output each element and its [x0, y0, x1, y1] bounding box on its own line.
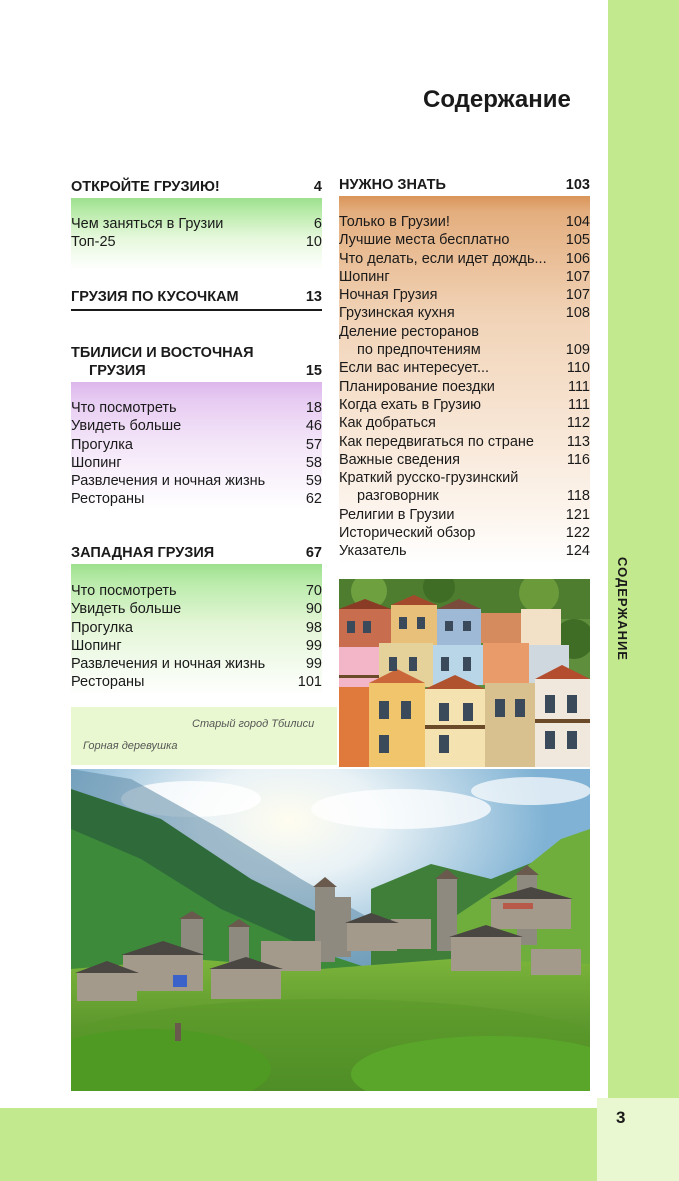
- toc-entry-label: Что посмотреть: [71, 583, 177, 599]
- toc-entry[interactable]: [339, 286, 590, 304]
- toc-entry-label: Топ-25: [71, 234, 116, 251]
- toc-entry-page: 59: [305, 473, 322, 490]
- mountain-village-photo: [71, 769, 590, 1091]
- toc-entry[interactable]: [339, 341, 590, 359]
- toc-entry-label: Как добраться: [339, 415, 436, 432]
- toc-entry-page: 122: [565, 525, 590, 542]
- toc-entry[interactable]: [339, 304, 590, 322]
- toc-entry-label: Шопинг: [71, 454, 122, 471]
- toc-entry[interactable]: [71, 472, 322, 490]
- toc-entry-label: Планирование поездки: [339, 378, 495, 395]
- toc-entry[interactable]: [71, 619, 322, 637]
- toc-entry-page: 57: [305, 436, 322, 453]
- toc-entry-page: 99: [305, 656, 322, 673]
- toc-entry-label: Шопинг: [71, 637, 122, 654]
- toc-entry-page: 18: [305, 400, 322, 416]
- section-title: ЗАПАДНАЯ ГРУЗИЯ: [71, 545, 215, 561]
- caption-panel: [71, 707, 337, 765]
- toc-entry-page: 70: [305, 583, 322, 599]
- toc-entry-page: 109: [565, 342, 590, 359]
- toc-entry-page: 98: [305, 619, 322, 636]
- section-title-line2: ГРУЗИЯ: [89, 363, 146, 379]
- toc-entry[interactable]: [339, 487, 590, 505]
- toc-entry-page: 62: [305, 491, 322, 508]
- section-header-west[interactable]: [71, 545, 322, 561]
- toc-entry-label: Увидеть больше: [71, 601, 182, 618]
- toc-entry-label: Что делать, если идет дождь...: [339, 250, 547, 267]
- toc-entry[interactable]: [339, 469, 590, 487]
- toc-entry-page: 105: [565, 232, 590, 249]
- toc-list-tbilisi: [71, 399, 322, 509]
- toc-entry[interactable]: [71, 582, 322, 600]
- toc-entry-label: Увидеть больше: [71, 418, 182, 435]
- toc-entry-page: 112: [566, 415, 590, 432]
- toc-entry[interactable]: [71, 215, 322, 233]
- section-page: 4: [313, 179, 322, 195]
- toc-entry-label: Как передвигаться по стране: [339, 433, 534, 450]
- caption-mountain-village: Горная деревушка: [83, 740, 178, 752]
- toc-entry-page: 10: [305, 234, 322, 251]
- toc-entry-page: 124: [565, 543, 590, 560]
- toc-entry-page: 104: [565, 214, 590, 230]
- section-title-line1: ТБИЛИСИ И ВОСТОЧНАЯ: [71, 345, 254, 361]
- toc-list-west: [71, 582, 322, 692]
- toc-entry[interactable]: [71, 600, 322, 618]
- toc-entry-page: 118: [566, 488, 590, 505]
- toc-entry-label: Ночная Грузия: [339, 287, 438, 304]
- toc-entry-label: Религии в Грузии: [339, 506, 455, 523]
- section-title: ГРУЗИЯ ПО КУСОЧКАМ: [71, 289, 239, 305]
- old-tbilisi-photo: [339, 579, 590, 767]
- toc-entry[interactable]: [339, 451, 590, 469]
- toc-entry[interactable]: [339, 506, 590, 524]
- toc-entry[interactable]: [71, 655, 322, 673]
- page-title: Содержание: [423, 86, 571, 113]
- toc-entry-label: Исторический обзор: [339, 525, 476, 542]
- toc-entry-label: по предпочтениям: [357, 342, 481, 359]
- old-tbilisi-illustration: [339, 579, 590, 767]
- section-title: НУЖНО ЗНАТЬ: [339, 177, 446, 193]
- toc-entry[interactable]: [339, 213, 590, 231]
- toc-entry-page: 99: [305, 637, 322, 654]
- toc-list-open: [71, 215, 322, 252]
- toc-entry[interactable]: [339, 433, 590, 451]
- toc-entry-page: 111: [567, 396, 590, 413]
- toc-entry-label: Если вас интересует...: [339, 360, 490, 377]
- toc-entry[interactable]: [339, 250, 590, 268]
- toc-entry-page: 58: [305, 454, 322, 471]
- toc-entry-label: Деление ресторанов: [339, 323, 479, 340]
- toc-entry-label: Прогулка: [71, 619, 133, 636]
- toc-entry[interactable]: [71, 399, 322, 417]
- toc-entry-label: Развлечения и ночная жизнь: [71, 656, 266, 673]
- toc-entry-page: 101: [297, 674, 322, 691]
- toc-entry-page: 121: [565, 506, 590, 523]
- toc-entry-page: 108: [565, 305, 590, 322]
- toc-entry-label: Прогулка: [71, 436, 133, 453]
- toc-entry-page: 111: [567, 378, 590, 395]
- toc-entry[interactable]: [339, 414, 590, 432]
- toc-entry[interactable]: [71, 454, 322, 472]
- toc-entry-page: 46: [305, 418, 322, 435]
- toc-entry-page: 90: [305, 601, 322, 618]
- toc-entry[interactable]: [339, 323, 590, 341]
- toc-entry-page: 107: [565, 287, 590, 304]
- toc-entry[interactable]: [71, 673, 322, 691]
- section-page: 103: [565, 177, 590, 193]
- toc-entry-label: Указатель: [339, 543, 407, 560]
- section-header-need[interactable]: [339, 177, 590, 193]
- toc-entry-label: Что посмотреть: [71, 400, 177, 416]
- toc-entry-label: Лучшие места бесплатно: [339, 232, 510, 249]
- side-section-label: СОДЕРЖАНИЕ: [615, 557, 630, 661]
- toc-entry-label: Когда ехать в Грузию: [339, 396, 482, 413]
- toc-entry[interactable]: [71, 436, 322, 454]
- toc-entry[interactable]: [71, 490, 322, 508]
- toc-entry-label: Грузинская кухня: [339, 305, 455, 322]
- section-header-pieces[interactable]: [71, 289, 322, 305]
- section-page: 13: [305, 289, 322, 305]
- toc-entry-label: Шопинг: [339, 268, 390, 285]
- toc-entry-label: Краткий русско-грузинский: [339, 470, 519, 487]
- section-page: 67: [305, 545, 322, 561]
- toc-entry[interactable]: [339, 378, 590, 396]
- section-title: ОТКРОЙТЕ ГРУЗИЮ!: [71, 179, 220, 195]
- mountain-village-illustration: [71, 769, 590, 1091]
- toc-entry-page: 107: [565, 268, 590, 285]
- toc-entry[interactable]: [339, 396, 590, 414]
- toc-entry[interactable]: [339, 524, 590, 542]
- toc-entry-page: 110: [566, 360, 590, 377]
- toc-entry-page: 6: [313, 216, 322, 232]
- toc-entry-label: Рестораны: [71, 491, 145, 508]
- toc-entry-page: 116: [566, 451, 590, 468]
- toc-entry[interactable]: [339, 268, 590, 286]
- section-divider: [71, 309, 322, 311]
- toc-entry[interactable]: [71, 417, 322, 435]
- bottom-color-bar: [0, 1108, 608, 1181]
- toc-entry[interactable]: [339, 542, 590, 560]
- caption-old-town: Старый город Тбилиси: [192, 718, 315, 730]
- toc-entry-label: Только в Грузии!: [339, 214, 450, 230]
- section-header-open[interactable]: [71, 179, 322, 195]
- toc-entry-label: Рестораны: [71, 674, 145, 691]
- section-header-tbilisi[interactable]: [71, 344, 322, 380]
- toc-entry-page: 106: [565, 250, 590, 267]
- page-number-box: [597, 1098, 679, 1181]
- toc-entry-label: Важные сведения: [339, 451, 460, 468]
- toc-entry[interactable]: [71, 233, 322, 251]
- toc-entry-label: Развлечения и ночная жизнь: [71, 473, 266, 490]
- toc-entry-page: 113: [566, 433, 590, 450]
- toc-entry-label: Чем заняться в Грузии: [71, 216, 224, 232]
- section-page: 15: [305, 363, 322, 379]
- toc-entry[interactable]: [339, 231, 590, 249]
- toc-entry[interactable]: [339, 359, 590, 377]
- toc-entry-label: разговорник: [357, 488, 439, 505]
- toc-list-need: [339, 213, 590, 561]
- toc-entry[interactable]: [71, 637, 322, 655]
- page-number: 3: [616, 1108, 626, 1127]
